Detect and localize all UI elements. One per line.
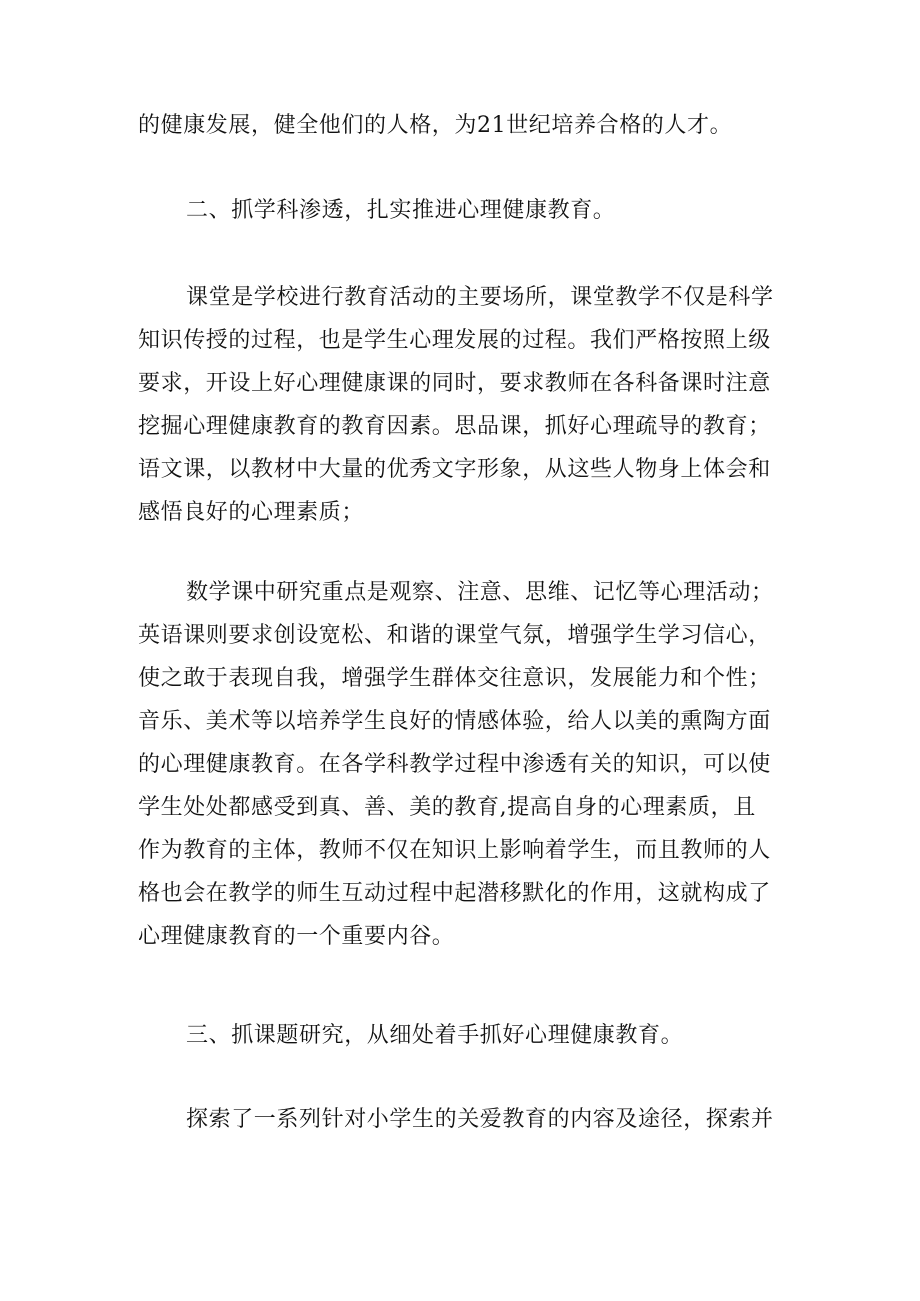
paragraph-line: 英语课则要求创设宽松、和谐的课堂气氛，增强学生学习信心， (138, 623, 771, 648)
paragraph-line: 探索了一系列针对小学生的关爱教育的内容及途径，探索并 (186, 1107, 774, 1132)
paragraph-line: 心理健康教育的一个重要内谷。 (138, 924, 455, 949)
paragraph-line: 要求，开设上好心理健康课的同时，要求教师在各科备课时注意 (138, 371, 771, 396)
section-heading: 二、抓学科渗透，扎实推进心理健康教育。 (186, 198, 616, 223)
paragraph-line: 音乐、美术等以培养学生良好的情感体验，给人以美的熏陶方面 (138, 709, 771, 734)
paragraph-line: 作为教育的主体，教师不仅在知识上影响着学生，而且教师的人 (138, 838, 771, 863)
paragraph-line: 的健康发展，健全他们的人格，为21世纪培养合格的人才。 (138, 113, 733, 138)
paragraph-line: 感悟良好的心理素质； (138, 500, 365, 525)
paragraph-line: 格也会在教学的师生互动过程中起潜移默化的作用，这就构成了 (138, 881, 771, 906)
paragraph-line: 数学课中研究重点是观察、注意、思维、记忆等心理活动； (186, 580, 774, 605)
paragraph-line: 知识传授的过程，也是学生心理发展的过程。我们严格按照上级 (138, 328, 771, 353)
section-heading: 三、抓课题研究，从细处着手抓好心理健康教育。 (186, 1023, 684, 1048)
paragraph-line: 语文课，以教材中大量的优秀文字形象，从这些人物身上体会和 (138, 457, 771, 482)
paragraph-line: 挖掘心理健康教育的教育因素。思品课，抓好心理疏导的教育； (138, 414, 771, 439)
paragraph-line: 学生处处都感受到真、善、美的教育,提高自身的心理素质，且 (138, 795, 756, 820)
paragraph-line: 的心理健康教育。在各学科教学过程中渗透有关的知识，可以使 (138, 752, 771, 777)
paragraph-line: 课堂是学校进行教育活动的主要场所，课堂教学不仅是科学 (186, 285, 774, 310)
paragraph-line: 使之敢于表现自我，增强学生群体交往意识，发展能力和个性； (138, 666, 771, 691)
